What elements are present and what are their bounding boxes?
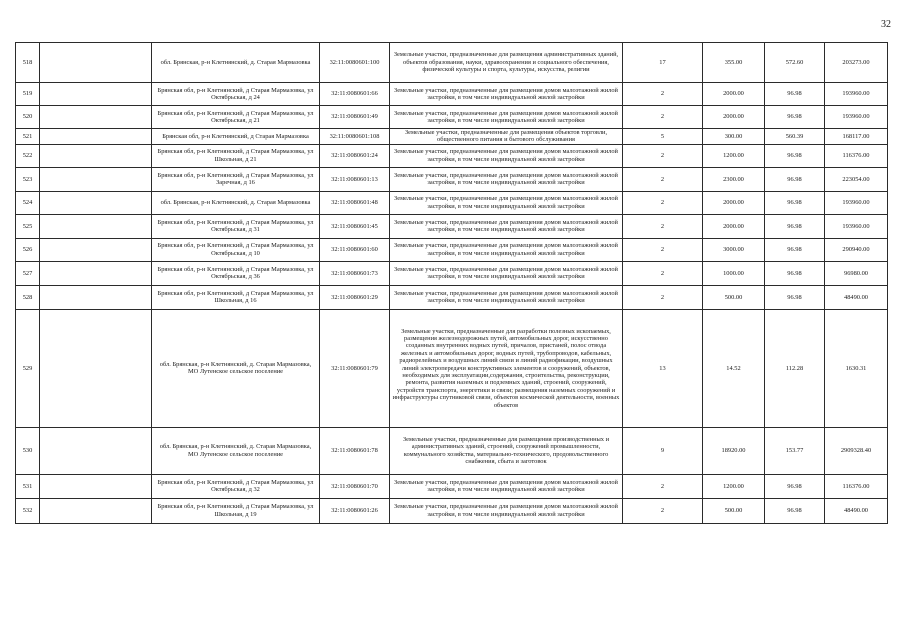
- table-row: [16, 214, 888, 238]
- group-code-cell: 17: [623, 43, 703, 83]
- row-number: 522: [16, 144, 40, 167]
- area-cell: 1200.00: [703, 144, 765, 167]
- page-number: 32: [881, 19, 891, 30]
- land-purpose-cell: Земельные участки, предназначенные для размещения объектов торговли, общественного питания и бытового обслуживания: [390, 129, 623, 145]
- cadastral-number-cell: 32:11:0080601:13: [320, 167, 390, 191]
- address-cell: обл. Брянская, р-н Клетнянский, д. Старая Мармазовка: [152, 43, 320, 83]
- specific-value-cell: 96.98: [765, 106, 825, 129]
- cadastral-value-cell: 193960.00: [825, 214, 888, 238]
- land-purpose-cell: Земельные участки, предназначенные для разработки полезных ископаемых, размещения железнодорожных путей, автомобильных дорог, искусственно созданных внутренних водных путей, причалов, пристаней, полос отвода железных и автомобильных дорог, водных путей, трубопроводов, кабельных, радиорелейных и воздушных линий связи и линий радиофикации, воздушных линий электропередачи конструктивных элементов и сооружений, объектов, необходимых для эксплуатации,содержания, строительства, реконструкции, ремонта, развития наземных и подземных зданий, строений, сооружений, устройств транспорта, энергетики и связи; размещения наземных сооружений и инфраструктуры спутниковой связи, объектов космической деятельности, военных объектов: [390, 309, 623, 427]
- group-code-cell: 2: [623, 498, 703, 523]
- group-code-cell: 5: [623, 129, 703, 145]
- land-purpose-cell: Земельные участки, предназначенные для размещения домов малоэтажной жилой застройки, в том числе индивидуальной жилой застройки: [390, 167, 623, 191]
- row-number: 526: [16, 238, 40, 261]
- group-code-cell: 2: [623, 144, 703, 167]
- land-purpose-cell: Земельные участки, предназначенные для размещения домов малоэтажной жилой застройки, в том числе индивидуальной жилой застройки: [390, 498, 623, 523]
- address-cell: Брянская обл, р-н Клетнянский, д Старая Мармазовка: [152, 129, 320, 145]
- specific-value-cell: 96.98: [765, 214, 825, 238]
- cadastral-number-cell: 32:11:0080601:60: [320, 238, 390, 261]
- spacer-cell: [40, 129, 152, 145]
- specific-value-cell: 96.98: [765, 261, 825, 285]
- specific-value-cell: 572.60: [765, 43, 825, 83]
- area-cell: 2300.00: [703, 167, 765, 191]
- land-purpose-cell: Земельные участки, предназначенные для размещения домов малоэтажной жилой застройки, в том числе индивидуальной жилой застройки: [390, 285, 623, 309]
- address-cell: обл. Брянская, р-н Клетнянский, д. Старая Мармазовка, МО Лутенское сельское поселение: [152, 309, 320, 427]
- address-cell: Брянская обл, р-н Клетнянский, д Старая Мармазовка, ул Октябрьская, д 36: [152, 261, 320, 285]
- cadastral-number-cell: 32:11:0080601:70: [320, 474, 390, 498]
- group-code-cell: 2: [623, 83, 703, 106]
- land-purpose-cell: Земельные участки, предназначенные для размещения домов малоэтажной жилой застройки, в том числе индивидуальной жилой застройки: [390, 474, 623, 498]
- spacer-cell: [40, 238, 152, 261]
- group-code-cell: 9: [623, 427, 703, 474]
- cadastral-number-cell: 32:11:0080601:108: [320, 129, 390, 145]
- address-cell: обл. Брянская, р-н Клетнянский, д. Старая Мармазовка, МО Лутенское сельское поселение: [152, 427, 320, 474]
- area-cell: 2000.00: [703, 214, 765, 238]
- land-purpose-cell: Земельные участки, предназначенные для размещения домов малоэтажной жилой застройки, в том числе индивидуальной жилой застройки: [390, 191, 623, 214]
- spacer-cell: [40, 83, 152, 106]
- cadastral-number-cell: 32:11:0080601:26: [320, 498, 390, 523]
- area-cell: 18920.00: [703, 427, 765, 474]
- specific-value-cell: 96.98: [765, 285, 825, 309]
- table-row: [16, 83, 888, 106]
- specific-value-cell: 96.98: [765, 191, 825, 214]
- spacer-cell: [40, 261, 152, 285]
- address-cell: Брянская обл, р-н Клетнянский, д Старая Мармазовка, ул Школьная, д 16: [152, 285, 320, 309]
- row-number: 527: [16, 261, 40, 285]
- cadastral-number-cell: 32:11:0080601:45: [320, 214, 390, 238]
- area-cell: 14.52: [703, 309, 765, 427]
- row-number: 521: [16, 129, 40, 145]
- cadastral-value-cell: 223054.00: [825, 167, 888, 191]
- table-row: [16, 309, 888, 427]
- spacer-cell: [40, 191, 152, 214]
- cadastral-value-cell: 193960.00: [825, 106, 888, 129]
- spacer-cell: [40, 474, 152, 498]
- group-code-cell: 2: [623, 261, 703, 285]
- area-cell: 3000.00: [703, 238, 765, 261]
- row-number: 519: [16, 83, 40, 106]
- land-purpose-cell: Земельные участки, предназначенные для размещения домов малоэтажной жилой застройки, в том числе индивидуальной жилой застройки: [390, 214, 623, 238]
- spacer-cell: [40, 285, 152, 309]
- row-number: 528: [16, 285, 40, 309]
- spacer-cell: [40, 167, 152, 191]
- table-row: [16, 144, 888, 167]
- cadastral-value-cell: 193960.00: [825, 83, 888, 106]
- cadastral-number-cell: 32:11:0080601:79: [320, 309, 390, 427]
- area-cell: 1000.00: [703, 261, 765, 285]
- table-row: [16, 427, 888, 474]
- area-cell: 300.00: [703, 129, 765, 145]
- cadastral-value-cell: 168117.00: [825, 129, 888, 145]
- row-number: 524: [16, 191, 40, 214]
- address-cell: Брянская обл, р-н Клетнянский, д Старая Мармазовка, ул Школьная, д 21: [152, 144, 320, 167]
- address-cell: Брянская обл, р-н Клетнянский, д Старая Мармазовка, ул Октябрьская, д 31: [152, 214, 320, 238]
- cadastral-value-cell: 2909328.40: [825, 427, 888, 474]
- cadastral-number-cell: 32:11:0080601:24: [320, 144, 390, 167]
- table-body: [16, 43, 888, 524]
- address-cell: Брянская обл, р-н Клетнянский, д Старая Мармазовка, ул Школьная, д 19: [152, 498, 320, 523]
- table-row: [16, 498, 888, 523]
- spacer-cell: [40, 43, 152, 83]
- cadastral-value-cell: 116376.00: [825, 474, 888, 498]
- row-number: 532: [16, 498, 40, 523]
- specific-value-cell: 96.98: [765, 498, 825, 523]
- land-purpose-cell: Земельные участки, предназначенные для размещения производственных и административных зданий, строений, сооружений промышленности, коммунального хозяйства, материально-технического, продовольственного снабжения, сбыта и заготовок: [390, 427, 623, 474]
- area-cell: 500.00: [703, 285, 765, 309]
- cadastral-value-cell: 48490.00: [825, 498, 888, 523]
- row-number: 525: [16, 214, 40, 238]
- spacer-cell: [40, 214, 152, 238]
- spacer-cell: [40, 498, 152, 523]
- address-cell: Брянская обл, р-н Клетнянский, д Старая Мармазовка, ул Заречная, д 16: [152, 167, 320, 191]
- spacer-cell: [40, 309, 152, 427]
- address-cell: Брянская обл, р-н Клетнянский, д Старая Мармазовка, ул Октябрьская, д 24: [152, 83, 320, 106]
- specific-value-cell: 96.98: [765, 474, 825, 498]
- land-purpose-cell: Земельные участки, предназначенные для размещения домов малоэтажной жилой застройки, в том числе индивидуальной жилой застройки: [390, 83, 623, 106]
- table-row: [16, 129, 888, 145]
- land-purpose-cell: Земельные участки, предназначенные для размещения домов малоэтажной жилой застройки, в том числе индивидуальной жилой застройки: [390, 144, 623, 167]
- address-cell: Брянская обл, р-н Клетнянский, д Старая Мармазовка, ул Октябрьская, д 10: [152, 238, 320, 261]
- table-row: [16, 238, 888, 261]
- group-code-cell: 2: [623, 474, 703, 498]
- specific-value-cell: 96.98: [765, 167, 825, 191]
- cadastral-value-cell: 96980.00: [825, 261, 888, 285]
- spacer-cell: [40, 144, 152, 167]
- group-code-cell: 2: [623, 285, 703, 309]
- table-row: [16, 285, 888, 309]
- specific-value-cell: 96.98: [765, 83, 825, 106]
- cadastral-value-cell: 1630.31: [825, 309, 888, 427]
- land-purpose-cell: Земельные участки, предназначенные для размещения домов малоэтажной жилой застройки, в том числе индивидуальной жилой застройки: [390, 238, 623, 261]
- cadastral-number-cell: 32:11:0080601:48: [320, 191, 390, 214]
- specific-value-cell: 96.98: [765, 144, 825, 167]
- land-purpose-cell: Земельные участки, предназначенные для размещения домов малоэтажной жилой застройки, в том числе индивидуальной жилой застройки: [390, 106, 623, 129]
- area-cell: 2000.00: [703, 83, 765, 106]
- area-cell: 500.00: [703, 498, 765, 523]
- row-number: 531: [16, 474, 40, 498]
- table-row: [16, 191, 888, 214]
- row-number: 530: [16, 427, 40, 474]
- table-row: [16, 261, 888, 285]
- spacer-cell: [40, 427, 152, 474]
- group-code-cell: 2: [623, 106, 703, 129]
- land-purpose-cell: Земельные участки, предназначенные для размещения домов малоэтажной жилой застройки, в том числе индивидуальной жилой застройки: [390, 261, 623, 285]
- cadastral-number-cell: 32:11:0080601:29: [320, 285, 390, 309]
- row-number: 529: [16, 309, 40, 427]
- land-purpose-cell: Земельные участки, предназначенные для размещения административных зданий, объектов образования, науки, здравоохранения и социального обеспечения, физической культуры и спорта, культуры, искусства, религии: [390, 43, 623, 83]
- table-row: [16, 106, 888, 129]
- area-cell: 2000.00: [703, 191, 765, 214]
- specific-value-cell: 112.28: [765, 309, 825, 427]
- cadastral-number-cell: 32:11:0080601:49: [320, 106, 390, 129]
- address-cell: Брянская обл, р-н Клетнянский, д Старая Мармазовка, ул Октябрьская, д 32: [152, 474, 320, 498]
- address-cell: обл. Брянская, р-н Клетнянский, д. Старая Мармазовка: [152, 191, 320, 214]
- table-row: [16, 167, 888, 191]
- land-valuation-table: [15, 42, 888, 524]
- cadastral-number-cell: 32:11:0080601:73: [320, 261, 390, 285]
- cadastral-number-cell: 32:11:0080601:78: [320, 427, 390, 474]
- row-number: 523: [16, 167, 40, 191]
- cadastral-number-cell: 32:11:0080601:66: [320, 83, 390, 106]
- area-cell: 2000.00: [703, 106, 765, 129]
- cadastral-value-cell: 116376.00: [825, 144, 888, 167]
- specific-value-cell: 560.39: [765, 129, 825, 145]
- spacer-cell: [40, 106, 152, 129]
- address-cell: Брянская обл, р-н Клетнянский, д Старая Мармазовка, ул Октябрьская, д 21: [152, 106, 320, 129]
- cadastral-value-cell: 290940.00: [825, 238, 888, 261]
- row-number: 518: [16, 43, 40, 83]
- table-row: [16, 43, 888, 83]
- cadastral-number-cell: 32:11:0080601:100: [320, 43, 390, 83]
- specific-value-cell: 96.98: [765, 238, 825, 261]
- cadastral-value-cell: 203273.00: [825, 43, 888, 83]
- group-code-cell: 2: [623, 167, 703, 191]
- area-cell: 1200.00: [703, 474, 765, 498]
- specific-value-cell: 153.77: [765, 427, 825, 474]
- row-number: 520: [16, 106, 40, 129]
- area-cell: 355.00: [703, 43, 765, 83]
- group-code-cell: 2: [623, 238, 703, 261]
- group-code-cell: 13: [623, 309, 703, 427]
- group-code-cell: 2: [623, 191, 703, 214]
- table-row: [16, 474, 888, 498]
- cadastral-value-cell: 48490.00: [825, 285, 888, 309]
- cadastral-value-cell: 193960.00: [825, 191, 888, 214]
- group-code-cell: 2: [623, 214, 703, 238]
